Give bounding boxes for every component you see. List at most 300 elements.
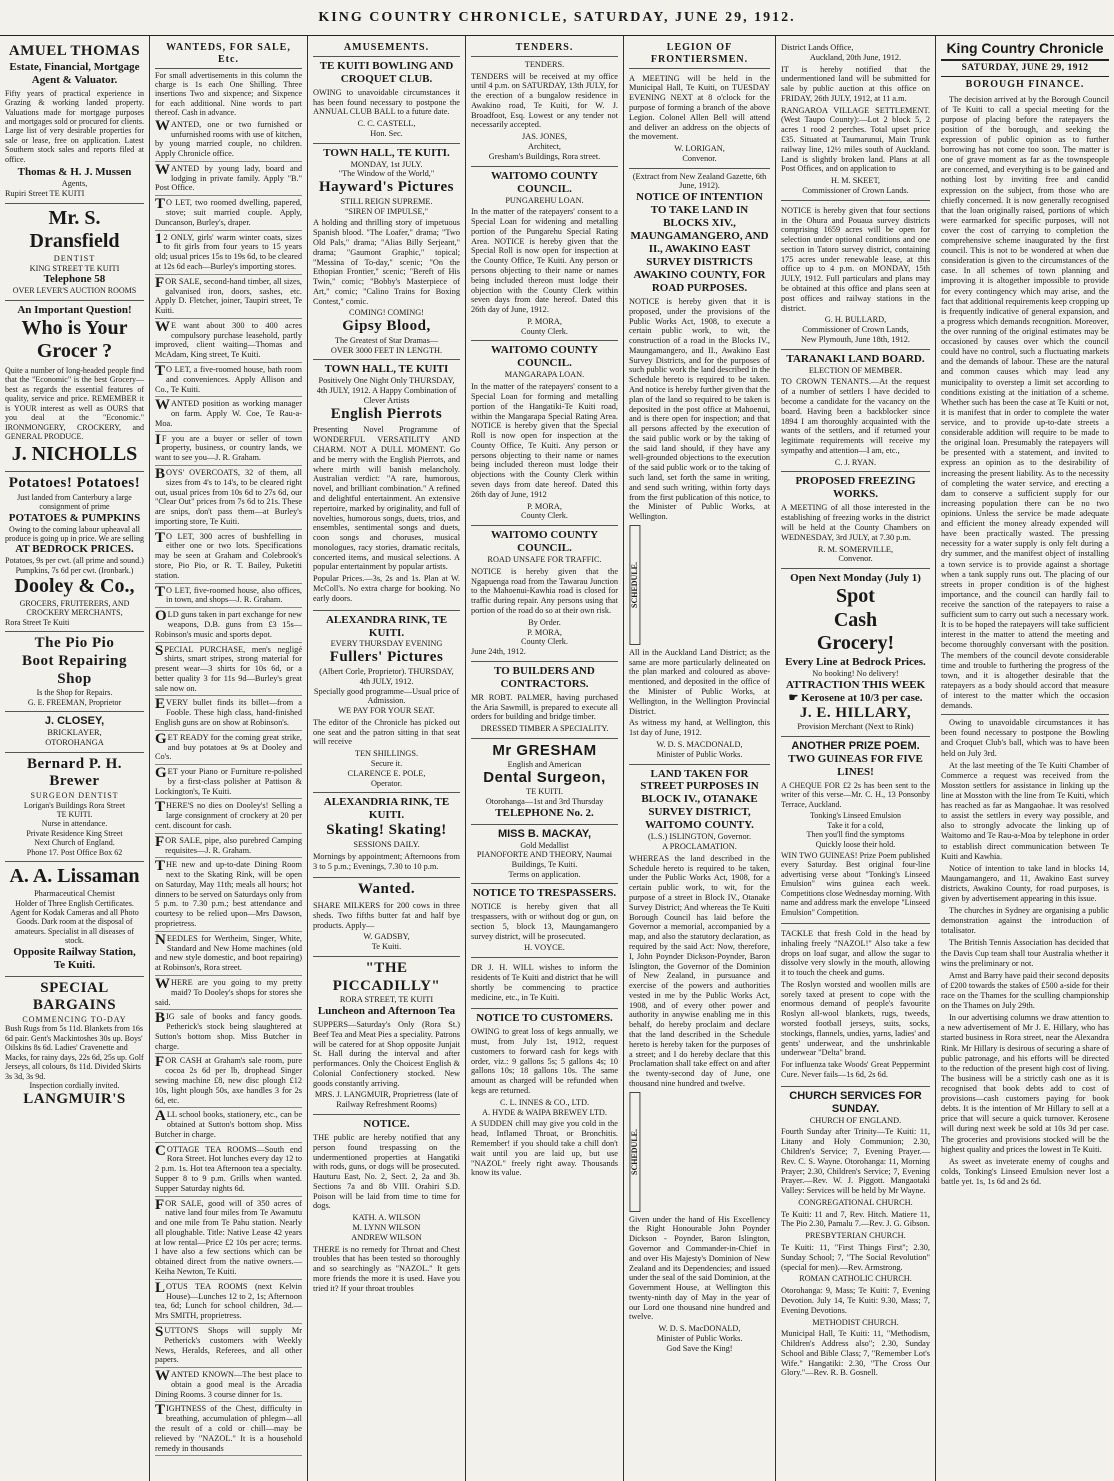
every-line: Every Line at Bedrock Prices.	[785, 655, 926, 668]
intention-body: NOTICE is hereby given that it is proposed, under the provisions of the Public Works Act, 1908, to execute a certain public work, to wit, the construction of a road in the Blocks IV., Maungamangero, and II., Awakino East Survey Districts, and for the purposes of such public work the land described in the Schedule hereto is required to be taken. And notice is hereby further given that the plan of the land so required to be taken is deposited in the post office at Mahoenui, and is there open for inspection; and that all persons affected by the execution of the said public work or by the taking of the said land should, if they have any well-grounded objections to the execution of the said public work or to the taking of such land, set forth the same in writing, and send such writing, within forty days from the first publication of this notice, to the Minister of Public Works, at Wellington.	[629, 296, 770, 522]
pierrots-body: Presenting Novel Programme of WONDERFUL VERSATILITY AND CHARM. NOT A DULL MOMENT. Go and be merry with the English Pierrots, and where mirth will banish melancholy. Australian verdict: "A rare, humorous, novel, and brilliant combination." A refined and delightful entertainment. An extensive repertoire, marked by originality, and full of novelties, humorous songs, duets, trios, and ensembles, sentimental songs and duets, coon songs and choruses, musical monologues, racy stories, dramatic recitals, concerted items, and musical selections. A popular entertainment by popular artists.	[313, 425, 460, 572]
page-masthead	[0, 0, 1114, 36]
lands-body: IT is hereby notified that the undermentioned land will be submitted for sale by public auction at this office on FRIDAY, 26th JULY, 1912, at 11 a.m.	[781, 64, 930, 103]
fullers-heading: Fullers' Pictures	[329, 649, 444, 666]
notice-body: THE public are hereby notified that any person found trespassing on the undermentioned properties at Hangatiki with rods, guns, or dogs will be prosecuted. Hauturu East, No. 2, Sect. 2, 2a and 3b. Sections 7a and 8b VIII. Orahiri S.D. Poison will be laid from time to time for dogs.	[313, 1133, 460, 1211]
bargains-sub: COMMENCING TO-DAY	[22, 1015, 127, 1024]
gresham-ad	[471, 739, 618, 825]
church-heading: CHURCH SERVICES FOR SUNDAY.	[789, 1089, 922, 1115]
misc-ads	[781, 924, 930, 1087]
ryan-name: C. J. RYAN.	[834, 457, 877, 467]
closey-place: OTOROHANGA	[45, 737, 104, 747]
classified-ad: TO LET, five-roomed house, also offices, in town, and shops—J. R. Graham.	[155, 586, 302, 609]
builders-dressed: DRESSED TIMBER A SPECIALITY.	[480, 724, 609, 734]
mackay-body: PIANOFORTE AND THEORY, Naumai Buildings, Te Kuiti.	[476, 850, 613, 869]
skating-ad	[313, 793, 460, 878]
attraction-heading: ATTRACTION THIS WEEK	[785, 678, 926, 691]
skating-body: Mornings by appointment; Afternoons from 3 to 5 p.m.; Evenings, 7.30 to 10 p.m.	[313, 851, 460, 871]
england-body: Fourth Sunday after Trinity—Te Kuiti: 11, Litany and Holy Communion; 2.30, Children's Service; 7, Evening Prayer.—Rev. C. S. Wayne. Otorohanga: 11, Morning Prayer; 2.30, Children's Service; 7, Evening Prayer.—Rev. W. J. Piggott. Mangaotaki Valley: Services will be held by Mr Wayne.	[781, 1127, 930, 1196]
fullers-secure: Secure it.	[370, 758, 403, 768]
hayward-heading: Hayward's Pictures	[319, 179, 454, 196]
bargains-inspection: Inspection cordially invited.	[29, 1081, 120, 1091]
mangarapa-heading: MANGARAPA LOAN.	[504, 370, 585, 380]
hyde-name: A. HYDE & WAIPA BREWEY LTD.	[482, 1107, 607, 1117]
will-body: DR J. H. WILL wishes to inform the residents of Te Kuiti and district that he will shortly be commencing to practice medicine, etc., in Te Kuiti.	[471, 963, 618, 1002]
classified-ad: EVERY bullet finds its billet—from a Fooble. These high class, hand-finished English guns are on show at Robinson's.	[155, 698, 302, 730]
freeman-name: G. E. FREEMAN, Proprietor	[27, 697, 122, 707]
classified-ad: BIG sale of books and fancy goods. Petherick's stock being slaughtered at Sutton's bottom shop. Miss Butcher in charge.	[155, 1012, 302, 1054]
spot-heading: Spot	[836, 585, 875, 608]
brewer-addr: Lorigan's Buildings Rora Street	[23, 800, 126, 810]
grocer-heading: Who is Your Grocer ?	[21, 316, 128, 363]
editorial-p1: The decision arrived at by the Borough Council of Te Kuiti to call a special meeting for the purpose of placing before the ratepayers the position of the borough, and seeking the expression of public opinion as to further borrowing has not come too soon. The matter is one of grave moment as far as the townspeople are concerned, and everything is to be gained and nothing lost by inviting free and candid expression on the subject, from those who are chiefly concerned. It is now generally recognised that the loan originally raised, portions of which were earmarked for specific purposes, will not cover the cost of carrying to completion the comprehensive scheme inaugurated by the first council. This is not to be wondered at when due consideration is given to the circumstances of the case. In all schemes of town planning and improving it is altogether impossible to provide for every contingency which may arise, and the fact that additional requirements keep cropping up is frequently indicative of general expansion, and a progress which demands recognition. Moreover, the over running of the original estimates may be occasioned by causes over which the council could have no control, such a fluctuating markets and the demands of labour. These are the natural and common causes which may lead any municipality to overstep a limit set according to conditions existing at the initiation of a scheme. Whether such has been the case at Te Kuiti or not, it is manifest that in order to complete the water service, and to provide up-to-date streets a considerable addition will require to be made to the original loan. Presumably the ratepayers will be presented with a statement, and invited to express an opinion as to the desirability of increasing the present liability. As to the necessity of completing the water service, and erecting a dam to conserve a sufficient supply for our increasing population there can be no two opinions. Unless the service be made adequate and efficient the money already expended will have been practically wasted. The pressing necessity for a water supply is only felt during a dry summer, and the manifest object of installing a town service is to provide against a shortage when a tank supply runs out. The placing of our streets in proper condition is of the highest importance, and the council can hardly fail to receive the sanction of the ratepayers to raise a sufficient sum to carry out such a necessary work. It is to be hoped the ratepayers will take sufficient interest in the matter to attend the meeting and become thoroughly conversant with the position. The members of the council devote considerable time and trouble to furthering the progress of the town, and it is altogether desirable that the ratepayers as a body should accord that measure of interest to the matter which the occasion demands.	[941, 94, 1109, 711]
lissaman-ad	[5, 862, 144, 977]
piccadilly-addr: RORA STREET, TE KUITI	[339, 995, 434, 1005]
dooley-sub: GROCERS, FRUITERERS, AND CROCKERY MERCHANTS,	[19, 598, 130, 618]
dental-telephone: TELEPHONE No. 2.	[495, 806, 594, 819]
classified-ad: SUTTON'S Shops will supply Mr Petherick's customers with Weekly News, Heralds, Referees, and all other papers.	[155, 1326, 302, 1368]
tackle-body: TACKLE that fresh Cold in the head by inhaling freely "NAZOL!" Also take a few drops on loaf sugar, and allow the sugar to dissolve very slowly in the mouth, allowing it to touch the cheek and gums.	[781, 929, 930, 978]
brewer-nurse: Nurse in attendance.	[41, 819, 108, 829]
brewer-next: Next Church of England.	[34, 838, 115, 848]
classified-ad: WANTED KNOWN—The best place to obtain a good meal is the Arcadia Dining Rooms. 3 course dinner for 1s.	[155, 1370, 302, 1402]
wanteds-intro: For small advertisements in this column the charge is 1s each One Shilling. Three insertions Two and sixpence; and Sixpence for each additional. Nine words to part thereof. Cash in advance.	[155, 70, 302, 118]
jones-title: Architect,	[528, 142, 561, 152]
editorial-p9: As sweet as inveterate enemy of coughs and colds, Tonking's Linseed Emulsion never lost a battle yet. 1s, 1s 6d and 2s 6d.	[941, 1156, 1109, 1186]
editorial-p3: At the last meeting of the Te Kuiti Chamber of Commerce a request was received from the Mosston settlers for assistance in linking up the line at Mosston with the line from Te Kuiti, which has reached as far as Mangaohae. It was resolved to assist the settlers in every way possible, and also to strongly advocate the linking up of Waitomo and Te Rau-a-Moa by telephone in order to establish direct communication between Te Kuiti and Kawhia.	[941, 760, 1109, 861]
unsafe-body: NOTICE is hereby given that the Ngapuenga road from the Tawarau Junction to the Mahoenui-Kawhia road is closed for traffic during repair. Any persons using that portion of the road do so at their own risk.	[471, 566, 618, 615]
jones-name: JAS. JONES,	[522, 132, 567, 142]
kerosene-text: Kerosene at 10/3 per case.	[801, 691, 923, 704]
bargains-body: Bush Rugs from 5s 11d. Blankets from 16s 6d pair. Gent's Mackintoshes 30s up. Boys' Oilskins 8s 6d. Ladies' Cravenette and Macks, for rainy days, 22s 6d, 25s up. Golf Jerseys, all colours, 8s 11d. Divided Skirts 3s 3d, 3s 9d.	[5, 1024, 144, 1081]
macdonald2-title: Minister of Public Works.	[656, 1334, 743, 1344]
macdonald2-name: W. D. S. MacDONALD,	[658, 1324, 741, 1334]
gadsby-name: W. GADSBY,	[363, 932, 410, 942]
mussen-addr: Rupiri Street TE KUITI	[5, 188, 85, 198]
paper-title: King Country Chronicle	[941, 40, 1109, 61]
bowling-ad	[313, 57, 460, 144]
mora2-title: County Clerk.	[520, 511, 568, 521]
fullers-body: Specially good programme—Usual price of Admission.	[313, 686, 460, 706]
freezing-heading: PROPOSED FREEZING WORKS.	[795, 475, 916, 501]
gipsy-sub: The Greatest of Star Dramas—	[334, 335, 439, 345]
nicholls-name: J. NICHOLLS	[11, 443, 138, 466]
editorial-p5: The churches in Sydney are organising a public demonstration against the introduction of totalisator.	[941, 906, 1109, 936]
column-6	[776, 36, 936, 1481]
congregational-body: Te Kuiti: 11 and 7, Rev. Hitch. Matiere 11, The Pio 2.30, Pamalu 7.—Rev. J. G. Gibson.	[781, 1209, 930, 1229]
will-ad	[471, 958, 618, 1009]
brewer-town: TE KUITI.	[56, 809, 93, 819]
hayward-supreme: STILL REIGN SUPREME.	[340, 196, 433, 206]
potatoes-ad	[5, 472, 144, 632]
dransfield-ad	[5, 204, 144, 301]
mackay-sub: Gold Medallist	[520, 840, 569, 850]
classified-ad: WANTED, one or two furnished or unfurnished rooms with use of kitchen, by young married couple, no children. Apply Chronicle office.	[155, 120, 302, 162]
classified-ad: IF you are a buyer or seller of town property, business, or country lands, we want to see you—J. R. Graham.	[155, 434, 302, 466]
mussen-sub: Agents,	[61, 179, 88, 189]
voyce-name: H. VOYCE.	[524, 943, 565, 953]
gipsy-over: OVER 3000 FEET IN LENGTH.	[330, 345, 443, 355]
taranaki-notice	[781, 350, 930, 473]
notice-heading: NOTICE.	[363, 1118, 410, 1131]
catholic-body: Otorohanga: 9, Mass; Te Kuiti: 7, Evening Devotion. July 14, Te Kuiti: 9.30, Mass; 7, Evening Devotions.	[781, 1286, 930, 1315]
legion-notice	[629, 69, 770, 169]
lissaman-sub: Pharmaceutical Chemist	[34, 888, 115, 898]
lands-office: District Lands Office,	[781, 43, 854, 52]
piccadilly-ad	[313, 957, 460, 1115]
macdonald-name: W. D. S. MACDONALD,	[656, 739, 743, 749]
classified-ad: COTTAGE TEA ROOMS—South end Rora Street. Hot lunches every day 12 to 2 p.m. 1s. Hot tea Afternoon tea a specialty. Supper 8 to 9 p.m. Grills when wanted. Supper Saturday nights 6d.	[155, 1145, 302, 1197]
editorial-p6: The British Tennis Association has decided that the Davis Cup team shall tour Australia whether it wins the preliminary or not.	[941, 938, 1109, 968]
tenders-heading: TENDERS.	[471, 40, 618, 57]
grocer-ad	[5, 301, 144, 472]
no-booking: No booking! No delivery!	[812, 668, 899, 678]
lands-notice	[781, 40, 930, 201]
church-services	[781, 1087, 930, 1384]
masthead-title: KING COUNTRY CHRONICLE, SATURDAY, JUNE 29, 1912.	[318, 9, 796, 25]
tenders-sub: TENDERS.	[524, 59, 565, 69]
taranaki-heading: TARANAKI LAND BOARD.	[786, 352, 925, 365]
congregational-heading: CONGREGATIONAL CHURCH.	[798, 1197, 913, 1207]
classified-ad: WE want about 300 to 400 acres compulsory purchase leasehold, partly improved, client waiting—Thomas and McAdam, King street, Te Kuiti.	[155, 321, 302, 363]
builders-ad	[471, 662, 618, 739]
pumpkins-body: Owing to the coming labour upheaval all produce is going up in price. We are selling	[5, 524, 144, 544]
election-heading: ELECTION OF MEMBER.	[808, 365, 903, 375]
builders-heading: TO BUILDERS AND CONTRACTORS.	[494, 664, 595, 690]
gazette-extract: (Extract from New Zealand Gazette, 6th June, 1912).	[632, 171, 767, 191]
skeet-name: H. M. SKEET,	[831, 176, 880, 186]
grocer-body: Quite a number of long-headed people find that the "Economic" is the best Grocery—best as regards the essential features of quality, service and price. REMEMBER it is YOUR interest as well as OURS that you deal at the "Economic." IRONMONGERY, CROCKERY, and GENERAL PRODUCE.	[5, 365, 144, 442]
cash-heading: Cash	[833, 608, 878, 631]
share-milkers-body: SHARE MILKERS for 200 cows in three sheds. Two fifths butter fat and half bye products. Apply—	[313, 900, 460, 930]
thomas-lines: Estate, Financial, Mortgage Agent & Valuator.	[9, 60, 140, 86]
classified-ad: TO LET, a five-roomed house, bath room and conveniences. Apply Allison and Co., Te Kuiti.	[155, 365, 302, 397]
classified-ad: BOYS' OVERCOATS, 32 of them, all sizes from 4's to 14's, to be cleared right out, usual prices from 10s 6d to 27s 6d, our "Clear Out" prices from 7s 6d to 21s. These are snips, don't pass them—at Burley's importing store, Te Kuiti.	[155, 468, 302, 530]
hayward-window: "The Window of the World,"	[338, 169, 435, 179]
bedrock-body: Potatoes, 9s per cwt. (all prime and sound.) Pumpkins, 7s 6d per cwt. (Ironbark.)	[5, 556, 144, 575]
piccadilly-luncheon: Luncheon and Afternoon Tea	[317, 1005, 456, 1018]
bargains-ad	[5, 977, 144, 1113]
somerville-name: R. M. SOMERVILLE,	[817, 544, 894, 554]
fullers-every: EVERY THURSDAY EVENING	[330, 639, 443, 649]
intention-heading: NOTICE OF INTENTION TO TAKE LAND IN BLOCKS XIV., MAUNGAMANGERO, AND II., AWAKINO EAST SURVEY DISTRICTS AWAKINO COUNTY, FOR ROAD PURPOSES.	[630, 191, 769, 294]
schedule-table: SCHEDULE.	[629, 525, 640, 645]
column-1	[0, 36, 150, 1481]
classified-ad: WANTED by young lady, board and lodging in private family. Apply "B." Post Office.	[155, 164, 302, 196]
auckland-body: All in the Auckland Land District; as the same are more particularly delineated on the plan marked and coloured as above-mentioned, and deposited in the office of the Minister of Public Works, at Wellington, in the Wellington Provincial District.	[629, 647, 770, 716]
castell-name: C. C. CASTELL,	[357, 119, 416, 129]
proclamation-body: WHEREAS the land described in the Schedule hereto is required to be taken, under the Public Works Act, 1908, for a certain public work, to wit, for the purpose of a street in Block IV., Otanake Survey District; And whereas the Te Kuiti Borough Council has laid before the Governor a memorial, accompanied by a map, and also the statutory declaration, as required by the said Act: Now, therefore, I, John Poynder Dickson-Poynder, Baron Islington, the Governor of the Dominion of New Zealand, in pursuance and exercise of the powers and authorities vested in me by the Public Works Act, 1908, and of every other power and authority in anywise enabling me in this behalf, do hereby proclaim and declare that the land described in the Schedule hereto is hereby taken for the purposes of a street; and I do hereby declare that this Proclamation shall take effect on and after the twenty-second day of June, one thousand nine hundred and twelve.	[629, 853, 770, 1088]
hayward-ad	[313, 144, 460, 361]
column-5	[624, 36, 776, 1481]
lands-date: Auckland, 20th June, 1912.	[809, 52, 902, 62]
skating-sessions: SESSIONS DAILY.	[353, 839, 420, 849]
thomas-name: AMUEL THOMAS	[8, 43, 141, 59]
freezing-body: A MEETING of all those interested in the establishing of freezing works in the district will be held at the County Chambers on WEDNESDAY, 3rd JULY, at 7.30 p.m.	[781, 503, 930, 542]
hillary-ad	[781, 569, 930, 737]
win-body: WIN TWO GUINEAS! Prize Poem published every Saturday. Best original four-line advertising verse about "Tonking's Linseed Emulsion" wins guinea each week. Competitions close Wednesday morning. With name and address mark the envelope "Linseed Emulsion" Competition.	[781, 850, 930, 917]
classified-ad: TIGHTNESS of the Chest, difficulty in breathing, accumulation of phlegm—all the result of a cold or chill—may be relieved by "NAZOL." It is a household remedy in thousands	[155, 1404, 302, 1456]
piopio-heading: The Pio Pio	[34, 635, 115, 652]
mora3-title: County Clerk.	[520, 637, 568, 647]
waitomo-heading: WAITOMO COUNTY COUNCIL.	[490, 169, 599, 195]
mangarapa-notice	[471, 341, 618, 526]
bowling-heading: TE KUITI BOWLING AND CROQUET CLUB.	[319, 59, 454, 85]
lissaman-body: Holder of Three English Certificates. Agent for Kodak Cameras and all Photo Goods. Dark room at the disposal of amateurs. Specialist in all diseases of stock.	[10, 898, 139, 946]
bedrock-heading: AT BEDROCK PRICES.	[15, 543, 134, 556]
classified-ad: FOR SALE, second-hand timber, all sizes, galvanised iron, doors, sashes, etc. Apply D. Fletcher, joiner, Taupiri street, Te Kuiti.	[155, 277, 302, 319]
presbyterian-heading: PRESBYTERIAN CHURCH.	[805, 1231, 906, 1241]
freezing-notice	[781, 472, 930, 569]
townhall-heading: TOWN HALL, TE KUITI.	[323, 146, 450, 159]
pungarehu-body: In the matter of the ratepayers' consent to a Special Loan for widening and metalling portion of the Pungarehu Special Rating Area. NOTICE is hereby given that the Special Roll is now open for inspection at the County Office, Te Kuiti. Any person or persons objecting to their name or names being included thereon must lodge their objection with the County Clerk within seven days from date hereof. Dated this 26th day of June, 1912.	[471, 207, 618, 315]
england-heading: CHURCH OF ENGLAND.	[809, 1115, 902, 1125]
dransfield-sub: DENTIST	[53, 253, 96, 263]
classified-ad: WANTED position as working manager on farm. Apply W. Coe, Te Rau-a-Moa.	[155, 399, 302, 431]
trespass-notice	[313, 1115, 460, 1299]
hayward-body: A holding and thrilling story of impetuous Spanish blood. "The Loafer," drama; "Two Old Pals," drama; "Alias Billy Serjeant," drama; "Gaumont Graphic," topical; "Messina of To-day," scenic; "On the Ethopian Frontier," scenic; "Bereft of His Twin," comic; "Bobby's Masterpiece of Art," comic; "Calino Trains for Boxing Contest," comic.	[313, 218, 460, 306]
editorial-p8: In our advertising columns we draw attention to a new advertisement of Mr J. E. Hillary, who has started business in Rora street, near the Alexandra Rink. Mr Hillary is desirous of securing a share of public patronage, and his efforts will be directed to the reduction of the present high cost of living. The business will be a strictly cash one as it is recognised that book debts add to cost of provisions—cash customers paying for book debts. It is the intention of Mr Hillary to sell at a price that will secure a quick turnover. Kerosene will during next week be sold at 10s 3d per case. The groceries and provisions stocked will be the highest quality and prices the lowest in Te Kuiti.	[941, 1013, 1109, 1154]
wanteds-list	[155, 117, 303, 1457]
lorigan-name: W. LORIGAN,	[674, 144, 725, 154]
pungarehu-heading: PUNGAREHU LOAN.	[505, 195, 584, 205]
pointing-hand-icon: ☛	[788, 691, 799, 704]
classified-ad: SPECIAL PURCHASE, men's negligé shirts, smart stripes, strong material for present wear—3 shirts for 10s 6d, or a better quality 3 for 11s 9d—Burley's great sale now on.	[155, 645, 302, 697]
mangarapa-body: In the matter of the ratepayers' consent to a Special Loan for forming and metalling portion of the Hangatiki-Te Kuiti road, within the Mangarapa Special Rating Area. NOTICE is hereby given that the Special Roll is now open for inspection at the County Office, Te Kuiti. Any person or persons objecting to their name or names being included thereon must lodge their objections with the County Clerk within seven days from date hereof. Dated this 26th day of June, 1912	[471, 382, 618, 499]
macdonald-title: Minister of Public Works.	[656, 749, 743, 759]
dental-town: TE KUITI.	[526, 787, 563, 797]
legion-body: A MEETING will be held in the Municipal Hall, Te Kuiti, on TUESDAY EVENING NEXT at 8 o'clock for the purpose of forming a branch of the above Legion. Colonel Allen Bell will attend and deliver an address on the objects of the movement.	[629, 73, 770, 142]
boot-ad	[5, 632, 144, 712]
classified-ad: OLD guns taken in part exchange for new weapons, D.B. guns from £3 15s—Robinson's music and sports depot.	[155, 610, 302, 642]
cheque-body: A CHEQUE FOR £2 2s has been sent to the writer of this verse—Mr. C. H., 13 Ponsonby Terrace, Auckland.	[781, 780, 930, 809]
gresham-name: Mr GRESHAM	[492, 741, 597, 759]
customers-body: OWING to great loss of kegs annually, we must, from July 1st, 1912, request customers to forward cash for kegs with order, viz.: 9 gallons 5s; 5 gallons 4s; 10 gallons 10s; 18 gallons 10s. The same amount as charged will be refunded when kegs are returned.	[471, 1027, 618, 1096]
amusements-heading: AMUSEMENTS.	[313, 40, 460, 57]
boot-sub: Is the Shop for Repairs.	[36, 688, 113, 698]
pungarehu-notice	[471, 167, 618, 342]
piccadilly-body: SUPPERS—Saturday's Only (Rora St.) Beef Tea and Meat Pies a speciality. Patrons will be catered for at Shop opposite Junjait St. Hall during the interval and after performances. Only the Choicest English & Colonial Confectionery stocked. New goods constantly arriving.	[313, 1020, 460, 1088]
classified-ad: FOR SALE, good will of 350 acres of native land four miles from Te Awamutu and one mile from Te Pahu station. Nearly all ploughable. Title: Native Lease 42 years at low rental—Price £2 10s per acre; terms. I have also a few sections which can be obtained direct from the native owners.—Keiha Newton, Te Kuiti.	[155, 1199, 302, 1280]
wanteds-heading: WANTEDS, FOR SALE, Etc.	[155, 40, 302, 69]
trespassers-body: NOTICE is hereby given that all trespassers, with or without dog or gun, on section 5, block 13, Maungamangero survey district, will be prosecuted.	[471, 902, 618, 941]
customers-notice	[471, 1009, 618, 1184]
classified-ad: FOR CASH at Graham's sale room, pure cocoa 2s 6d per lb, drophead Singer sewing machine £8, new disc plough £12 10s, light plough 50s, axe handles 3 for 2s 6d, etc.	[155, 1056, 302, 1108]
share-milkers-ad	[313, 878, 460, 957]
fullers-pay: WE PAY FOR YOUR SEAT.	[338, 706, 435, 716]
fullers-ad	[313, 611, 460, 794]
pierrots-night: Positively One Night Only THURSDAY, 4th JULY, 1912. A Happy Combination of Clever Artists	[316, 376, 457, 406]
customers-heading: NOTICE TO CUSTOMERS.	[476, 1012, 613, 1025]
kerosene-line	[781, 692, 930, 705]
tenders-body: TENDERS will be received at my office until 4 p.m. on SATURDAY, 13th JULY, for the erection of a bungalow residence in Awakino road, Te Kuiti, for W. J. Broadfoot, Esq. Lowest or any tender not necessarily accepted.	[471, 71, 618, 130]
mora2-name: P. MORA,	[527, 501, 562, 511]
dooley-name: Dooley & Co.,	[14, 575, 135, 598]
classified-ad: WHERE are you going to my pretty maid? To Dooley's shops for stores she said.	[155, 978, 302, 1010]
fullers-pay-body: The editor of the Chronicle has picked out one seat and the patron sitting in that seat will receive	[313, 717, 460, 747]
classified-ad: TO LET, 300 acres of bushfelling in either one or two lots. Specifications may be seen at Graham and Colebrook's store, Pio Pio, or R. T. Bailey, Puketiti station.	[155, 532, 302, 584]
classified-ad: TO LET, two roomed dwelling, papered, stove; suit married couple. Apply, Duncanson, Burley's, draper.	[155, 198, 302, 230]
borough-heading: BOROUGH FINANCE.	[965, 78, 1085, 90]
roslyn-body: The Roslyn worsted and woollen mills are sorely taxed at present to cope with the enormous demand of people's favourite Roslyn all-wool blankets, rugs, tweeds, worsted football jerseys, suits, socks, stockings, flannels, undies, yarns, ladies' and gents' underwear, and the unshrinkable underwear "Delta" brand.	[781, 979, 930, 1058]
hillary-name: J. E. HILLARY,	[799, 704, 912, 721]
dransfield-addr: KING STREET TE KUITI	[29, 263, 120, 273]
fullers-ten: TEN SHILLINGS.	[354, 749, 419, 759]
hayward-date: MONDAY, 1st JULY.	[350, 159, 423, 169]
dransfield-name: Mr. S. Dransfield	[29, 206, 120, 253]
townhall2-heading: TOWN HALL, TE KUITI	[324, 363, 449, 376]
thomas-ad	[5, 40, 144, 204]
prize-heading: ANOTHER PRIZE POEM.	[791, 739, 920, 752]
innes-name: C. L. INNES & CO., LTD.	[499, 1097, 590, 1107]
dransfield-lever: OVER LEVER'S AUCTION ROOMS	[12, 286, 137, 296]
classified-ad: ALL school books, stationery, etc., can be obtained at Sutton's bottom shop. Miss Butcher in charge.	[155, 1110, 302, 1142]
somerville-title: Convenor.	[838, 554, 873, 564]
road-unsafe-notice	[471, 526, 618, 662]
unsafe-heading: ROAD UNSAFE FOR TRAFFIC.	[487, 555, 602, 565]
methodist-heading: METHODIST CHURCH.	[812, 1317, 899, 1327]
newspaper-columns	[0, 36, 1114, 1481]
gresham-sub: English and American	[507, 759, 582, 769]
jones-tender	[471, 57, 618, 167]
notice-signers: KATH. A. WILSON M. LYNN WILSON ANDREW WILSON	[351, 1213, 422, 1242]
classified-ad: GET READY for the coming great strike, and buy potatoes at 9s at Dooley and Co's.	[155, 733, 302, 765]
classified-ad: THERE'S no dies on Dooley's! Selling a large consignment of crockery at 20 per cent. discount for cash.	[155, 801, 302, 833]
lissaman-opposite: Opposite Railway Station,	[13, 945, 136, 958]
editorial-p2: Owing to unavoidable circumstances it has been found necessary to postpone the Bowling and Croquet Club's ball, which was to have been held on July 3rd.	[941, 718, 1109, 758]
pumpkins-heading: POTATOES & PUMPKINS	[8, 511, 141, 524]
column-7	[936, 36, 1114, 1481]
rangaroa-body: RANGAROA VILLAGE SETTLEMENT. (West Taupo County):—Lot 2 block 5, 2 acres 1 rood 2 perches. Total upset price £35. Situated at Taumarunui, Main Trunk railway line, 12½ miles south of Auckland. Land is slightly broken land. Plans at all Post Offices, and on application to	[781, 105, 930, 174]
classified-ad: THE new and up-to-date Dining Room next to the Skating Rink, will be open on Saturday, May 11th; meals all hours; hot dinners to be served on Saturdays only from 5 p.m. to 7.30 p.m.; best attendance and courtesy to be relied upon—Mrs Dawson, proprietress.	[155, 860, 302, 931]
islington-line: (L.S.) ISLINGTON, Governor.	[647, 832, 752, 842]
column-2	[150, 36, 308, 1481]
closey-name: J. CLOSEY,	[44, 715, 105, 728]
god-save: God Save the King!	[666, 1343, 733, 1353]
lissaman-town: Te Kuiti.	[53, 958, 96, 971]
guineas-heading: TWO GUINEAS FOR FIVE LINES!	[788, 752, 923, 778]
pierrots-prices: Popular Prices.—3s, 2s and 1s. Plan at W. McColl's. No extra charge for booking. No early doors.	[313, 574, 460, 603]
piccadilly-heading: "THE PICCADILLY"	[332, 959, 441, 994]
classified-ad: FOR SALE, pipe, also purebred Camping requisites—J. R. Graham.	[155, 836, 302, 859]
brewer-ad	[5, 753, 144, 862]
rink2-heading: ALEXANDRIA RINK, TE KUITI.	[323, 796, 450, 822]
classified-ad: 12 ONLY, girls' warm winter coats, sizes to fit girls from four years to 15 years old; usual prices 15s to 19s 6d, to be cleared at 12s 6d each—Burley's importing stores.	[155, 233, 302, 275]
mackay-name: MISS B. MACKAY,	[497, 827, 592, 840]
mora-title: County Clerk.	[520, 326, 568, 336]
presbyterian-body: Te Kuiti: 11, "First Things First"; 2.30, Sunday School; 7, "The Social Revolution" (special for men).—Rev. Armstrong.	[781, 1243, 930, 1272]
potatoes-body: Just landed from Canterbury a large consignment of prime	[17, 492, 132, 512]
jones-addr: Gresham's Buildings, Rora street.	[488, 151, 601, 161]
sections-body: NOTICE is hereby given that four sections in the Ohura and Pouaua survey districts comprising 1659 acres will be open for selection under optional conditions and one section in Tatoro survey district, containing 175 acres under renewable lease, at this office up to 4 p.m. on MONDAY, 15th JULY, 1912. Full particulars and plans may be obtained at this office and plans seen at post offices and railway stations in the district.	[781, 205, 930, 313]
potatoes-heading: Potatoes! Potatoes!	[8, 475, 141, 492]
lorigan-title: Convenor.	[682, 153, 717, 163]
divider	[941, 714, 1109, 715]
nazol-body: THERE is no remedy for Throat and Chest troubles that has been tested so thoroughly and so searchingly as "NAZOL." It gets more friends the more it is used. Have you tried it? If your throat troubles	[313, 1244, 460, 1293]
hillary-sub: Provision Merchant (Next to Rink)	[797, 722, 914, 732]
paper-date: SATURDAY, JUNE 29, 1912	[941, 61, 1109, 77]
schedule2-table: SCHEDULE.	[629, 1092, 640, 1212]
bullard-title: Commissioner of Crown Lands,	[802, 325, 909, 335]
classified-ad: LOTUS TEA ROOMS (next Kelvin House)—Lunches 12 to 2, 1s; Afternoon tea, 6d; Lunch for school children, 3d.—Mrs SMITH, proprietress.	[155, 1282, 302, 1324]
skating-heading: Skating! Skating!	[326, 822, 447, 839]
influenza-body: For influenza take Woods' Great Peppermint Cure. Never fails—1s 6d, 2s 6d.	[781, 1060, 930, 1079]
catholic-heading: ROMAN CATHOLIC CHURCH.	[799, 1274, 912, 1284]
mora-name: P. MORA,	[527, 316, 562, 326]
closey-sub: BRICKLAYER,	[47, 728, 102, 738]
trespassers-notice	[471, 884, 618, 958]
mussen-name: Thomas & H. J. Mussen	[17, 166, 132, 179]
gadsby-town: Te Kuiti.	[371, 942, 402, 952]
intention-notice	[629, 169, 770, 765]
hayward-siren: "SIREN OF IMPULSE,"	[344, 206, 429, 216]
dooley-addr: Rora Street Te Kuiti	[5, 617, 70, 627]
bullard-place: New Plymouth, June 18th, 1912.	[800, 334, 910, 344]
boot-heading: Boot Repairing Shop	[22, 652, 127, 687]
bowling-body: OWING to unavoidable circumstances it has been found necessary to postpone the ANNUAL CLUB BALL to a future date.	[313, 87, 460, 117]
unsafe-order: By Order.	[528, 617, 561, 627]
bargains-heading: SPECIAL BARGAINS	[32, 979, 117, 1014]
unsafe-date: June 24th, 1912.	[471, 647, 526, 657]
pole-name: CLARENCE E. POLE,	[347, 768, 426, 778]
question-heading: An Important Question!	[17, 303, 132, 316]
brewer-sub: SURGEON DENTIST	[30, 791, 119, 801]
methodist-body: Municipal Hall, Te Kuiti: 11, "Methodism, Children's Address also"; 2.30, Sunday School and Bible Class; 7, "Remember Lot's Wife." Hangatiki: 2.30, "The Cross Our Glory."—Rev. R. B. Gosnell.	[781, 1329, 930, 1378]
poem-body: Tonking's Linseed Emulsion Take it for a cold, Then you'll find the symptoms Quickly loose their hold.	[806, 811, 905, 849]
waitomo3-heading: WAITOMO COUNTY COUNCIL.	[490, 529, 599, 555]
pole-title: Operator.	[370, 778, 403, 788]
mackay-ad	[471, 825, 618, 885]
proclamation-heading: A PROCLAMATION.	[662, 842, 737, 852]
column-4	[466, 36, 624, 1481]
pierrots-heading: English Pierrots	[330, 405, 443, 422]
open-next: Open Next Monday (July 1)	[790, 572, 921, 585]
trespassers-heading: NOTICE TO TRESPASSERS.	[472, 887, 617, 900]
editorial-p7: Arnst and Barry have paid their second deposits of £200 towards the stakes of £500 a-side for their race on the Thames for the sculling championship on the Thames on July 29th.	[941, 970, 1109, 1011]
editorial-p4: Notice of intention to take land in blocks 14, Maungamangero, and 11, Awakino East survey districts, Awakino County, for road purposes, is given by advertisement appearing in this issue.	[941, 863, 1109, 904]
brewer-phone: Phone 17. Post Office Box 62	[26, 847, 123, 857]
bullard-name: G. H. BULLARD,	[824, 315, 887, 325]
dental-otorohanga: Otorohanga—1st and 3rd Thursday	[485, 796, 604, 806]
piccadilly-langmuir: MRS. J. LANGMUIR, Proprietress (late of Railway Refreshment Rooms)	[314, 1090, 459, 1110]
election-body: TO CROWN TENANTS.—At the request of a number of settlers I have decided to become a candidate for the vacancy on the board. Having been a backblocker since 1894 I am thoroughly acquainted with the wants of the settlers, and if returned your legitimate requirements will receive my sympathy and attention—I am, etc.,	[781, 377, 930, 455]
langmuir-name: LANGMUIR'S	[23, 1090, 126, 1107]
brewer-res: Private Residence King Street	[26, 828, 123, 838]
sudden-body: A SUDDEN chill may give you cold in the head, Inflamed Throat, or Bronchitis. Remember! if you should take a chill don't wait until you are laid up, but use "NAZOL" freely right away. Thousands know its value.	[471, 1119, 618, 1178]
wanted-heading: Wanted.	[357, 881, 416, 898]
classified-ad: GET your Piano or Furniture re-polished by a first-class polisher at Pattison & Lockington's, Te Kuiti.	[155, 767, 302, 799]
grocery-heading: Grocery!	[816, 632, 895, 655]
fullers-sub: (Albert Corle, Proprietor). THURSDAY, 4th JULY, 1912.	[319, 666, 454, 686]
closey-ad	[5, 712, 144, 753]
dental-heading: Dental Surgeon,	[483, 769, 606, 787]
classified-ad: NEEDLES for Wertheim, Singer, White, Standard and New Home machines (old and new style domestic, and boot repairing) at Robinson's, Rora street.	[155, 934, 302, 976]
gipsy-heading: Gipsy Blood,	[342, 318, 431, 335]
proclamation-notice	[629, 765, 770, 1358]
thomas-body: Fifty years of practical experience in Grazing & working landed property. Valuations made for mortgage purposes and mortgages sold or procured for clients. Large list of very desirable properties for sale or lease, free on application. Latest Southern stock sales and reports filed at office.	[5, 88, 144, 164]
skeet-title: Commissioner of Crown Lands.	[802, 185, 909, 195]
column-3	[308, 36, 466, 1481]
rink-heading: ALEXANDRA RINK, TE KUITI.	[325, 613, 448, 639]
builders-body: MR ROBT. PALMER, having purchased the Aria Sawmill, is prepared to execute all orders for building and bridge timber.	[471, 692, 618, 722]
dransfield-tel: Telephone 58	[43, 273, 106, 286]
witness-body: As witness my hand, at Wellington, this 1st day of June, 1912.	[629, 718, 770, 738]
sections-notice	[781, 201, 930, 350]
pierrots-ad	[313, 360, 460, 610]
brewer-name: Bernard P. H. Brewer	[26, 755, 123, 790]
given-body: Given under the hand of His Excellency the Right Honourable John Poynder Dickson - Poynder, Baron Islington, Governor and Commander-in-Chief in and over His Majesty's Dominion of New Zealand and its Dependencies; and issued under the seal of the said Dominion, at the Government House, at Wellington this twenty-ninth day of May in the year of our Lord one thousand nine hundred and twelve.	[629, 1214, 770, 1322]
prize-poem-ad	[781, 737, 930, 924]
